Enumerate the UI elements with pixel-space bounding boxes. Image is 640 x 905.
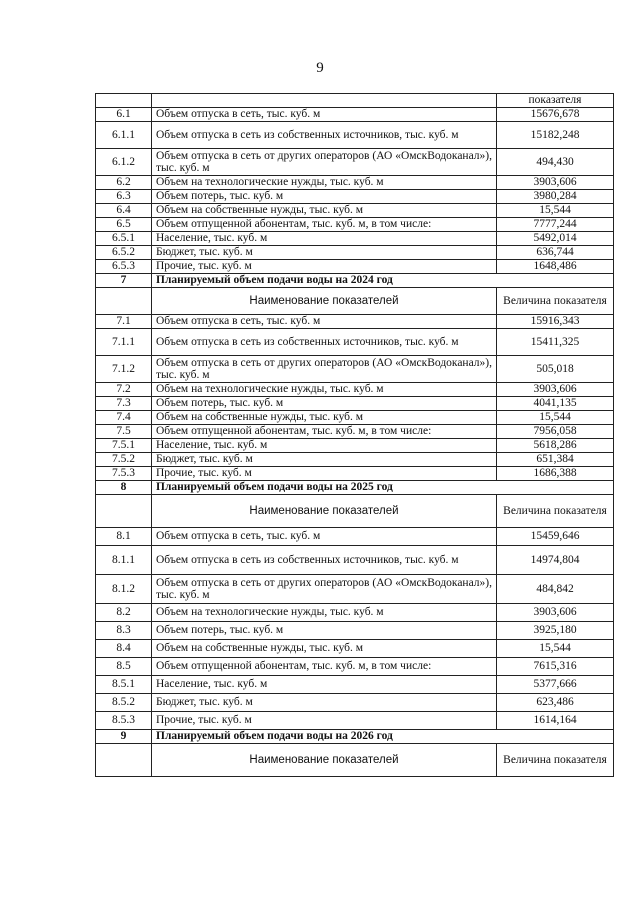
table-row — [96, 622, 614, 640]
indicator-name: Прочие, тыс. куб. м — [152, 712, 497, 730]
table-row — [96, 575, 614, 604]
indicator-value: 3980,284 — [497, 190, 614, 204]
row-number: 7.3 — [96, 397, 152, 411]
column-header-value: Величина показателя — [497, 288, 614, 315]
table-row — [96, 149, 614, 176]
table-row — [96, 176, 614, 190]
table-row — [96, 329, 614, 356]
indicators-table — [95, 93, 614, 777]
row-number: 6.1.2 — [96, 149, 152, 176]
indicator-value: 623,486 — [497, 694, 614, 712]
row-number: 6.5.2 — [96, 246, 152, 260]
row-number: 8 — [96, 481, 152, 495]
indicator-value: 3903,606 — [497, 176, 614, 190]
table-row — [96, 108, 614, 122]
indicator-value: 3903,606 — [497, 383, 614, 397]
table-row — [96, 315, 614, 329]
indicator-value: 1614,164 — [497, 712, 614, 730]
indicator-name: Объем отпуска в сеть от других операторов (АО «ОмскВодоканал»), тыс. куб. м — [152, 149, 497, 176]
row-number: 8.5.3 — [96, 712, 152, 730]
indicator-value: 651,384 — [497, 453, 614, 467]
row-number: 8.4 — [96, 640, 152, 658]
row-number: 7.5.2 — [96, 453, 152, 467]
indicator-value: 15182,248 — [497, 122, 614, 149]
indicator-value: 484,842 — [497, 575, 614, 604]
indicator-name: Население, тыс. куб. м — [152, 439, 497, 453]
row-number: 9 — [96, 730, 152, 744]
indicator-value: 7777,244 — [497, 218, 614, 232]
table-row — [96, 383, 614, 397]
indicator-name: Бюджет, тыс. куб. м — [152, 453, 497, 467]
row-number: 8.1 — [96, 528, 152, 546]
indicator-name: Объем потерь, тыс. куб. м — [152, 622, 497, 640]
table-row — [96, 467, 614, 481]
table-row — [96, 411, 614, 425]
indicator-name: Объем отпущенной абонентам, тыс. куб. м, в том числе: — [152, 218, 497, 232]
row-number: 7.5.3 — [96, 467, 152, 481]
column-header-value: Величина показателя — [497, 495, 614, 528]
indicator-value: 4041,135 — [497, 397, 614, 411]
table-row — [96, 218, 614, 232]
indicator-name: Население, тыс. куб. м — [152, 232, 497, 246]
row-number: 8.3 — [96, 622, 152, 640]
row-number — [96, 744, 152, 777]
table-row — [96, 204, 614, 218]
section-header-row — [96, 730, 614, 744]
indicator-name: Объем на собственные нужды, тыс. куб. м — [152, 204, 497, 218]
indicator-value: 1686,388 — [497, 467, 614, 481]
indicator-value: 15,544 — [497, 204, 614, 218]
indicator-name: Население, тыс. куб. м — [152, 676, 497, 694]
row-number: 8.2 — [96, 604, 152, 622]
table-body — [96, 94, 614, 777]
section-title: Планируемый объем подачи воды на 2026 год — [152, 730, 614, 744]
table-row — [96, 397, 614, 411]
row-number: 6.5 — [96, 218, 152, 232]
indicator-value: 3903,606 — [497, 604, 614, 622]
indicator-value: 5492,014 — [497, 232, 614, 246]
section-header-row — [96, 481, 614, 495]
indicator-value: 636,744 — [497, 246, 614, 260]
row-number: 6.3 — [96, 190, 152, 204]
indicator-name: Бюджет, тыс. куб. м — [152, 246, 497, 260]
table-row — [96, 694, 614, 712]
indicator-name: Объем отпуска в сеть из собственных источников, тыс. куб. м — [152, 122, 497, 149]
indicator-name: Объем отпуска в сеть из собственных источников, тыс. куб. м — [152, 329, 497, 356]
row-number: 7.5 — [96, 425, 152, 439]
row-number: 7.2 — [96, 383, 152, 397]
indicator-name: Объем отпуска в сеть от других операторов (АО «ОмскВодоканал»), тыс. куб. м — [152, 575, 497, 604]
table-row — [96, 232, 614, 246]
indicator-value: 494,430 — [497, 149, 614, 176]
indicator-value: 7956,058 — [497, 425, 614, 439]
indicator-name: Прочие, тыс. куб. м — [152, 260, 497, 274]
row-number: 7.1.2 — [96, 356, 152, 383]
table-row — [96, 190, 614, 204]
row-number — [96, 288, 152, 315]
row-number: 7 — [96, 274, 152, 288]
column-header-row — [96, 744, 614, 777]
indicator-name: Объем на технологические нужды, тыс. куб. м — [152, 383, 497, 397]
row-number: 8.5.1 — [96, 676, 152, 694]
row-number: 7.1.1 — [96, 329, 152, 356]
table-row — [96, 122, 614, 149]
table-row — [96, 453, 614, 467]
indicator-name: Объем на технологические нужды, тыс. куб. м — [152, 604, 497, 622]
table-row — [96, 260, 614, 274]
row-number: 6.5.1 — [96, 232, 152, 246]
indicator-value: 1648,486 — [497, 260, 614, 274]
table-row — [96, 712, 614, 730]
table-row — [96, 604, 614, 622]
row-number: 7.1 — [96, 315, 152, 329]
table-row — [96, 528, 614, 546]
row-number: 7.5.1 — [96, 439, 152, 453]
column-header-name: Наименование показателей — [152, 288, 497, 315]
indicator-name: Объем отпуска в сеть из собственных источников, тыс. куб. м — [152, 546, 497, 575]
indicator-name: Объем на технологические нужды, тыс. куб. м — [152, 176, 497, 190]
row-number: 6.5.3 — [96, 260, 152, 274]
indicator-value: 505,018 — [497, 356, 614, 383]
row-number — [96, 94, 152, 108]
table-row — [96, 546, 614, 575]
indicator-name: Объем на собственные нужды, тыс. куб. м — [152, 640, 497, 658]
indicator-value: 15676,678 — [497, 108, 614, 122]
column-header-name: Наименование показателей — [152, 744, 497, 777]
indicator-name: Объем отпуска в сеть, тыс. куб. м — [152, 108, 497, 122]
indicator-name: Объем потерь, тыс. куб. м — [152, 397, 497, 411]
section-title: Планируемый объем подачи воды на 2024 год — [152, 274, 614, 288]
table-row — [96, 425, 614, 439]
indicator-value: 15916,343 — [497, 315, 614, 329]
indicator-value: 15459,646 — [497, 528, 614, 546]
indicator-name: Объем отпущенной абонентам, тыс. куб. м, в том числе: — [152, 658, 497, 676]
row-number: 7.4 — [96, 411, 152, 425]
indicator-value: 5377,666 — [497, 676, 614, 694]
indicator-name: Объем отпуска в сеть, тыс. куб. м — [152, 315, 497, 329]
indicator-value: 7615,316 — [497, 658, 614, 676]
indicator-name: Прочие, тыс. куб. м — [152, 467, 497, 481]
table-row — [96, 439, 614, 453]
table-row — [96, 658, 614, 676]
column-header-name: Наименование показателей — [152, 495, 497, 528]
row-number: 6.1 — [96, 108, 152, 122]
column-header-row — [96, 495, 614, 528]
row-number — [96, 495, 152, 528]
table-row-continuation — [96, 94, 614, 108]
indicator-value: 15,544 — [497, 411, 614, 425]
column-header-value: показателя — [497, 94, 614, 108]
row-number: 8.1.2 — [96, 575, 152, 604]
column-header-value: Величина показателя — [497, 744, 614, 777]
indicator-value: 14974,804 — [497, 546, 614, 575]
indicator-name: Бюджет, тыс. куб. м — [152, 694, 497, 712]
page-number: 9 — [316, 60, 324, 76]
indicator-name: Объем отпуска в сеть, тыс. куб. м — [152, 528, 497, 546]
indicator-name — [152, 94, 497, 108]
indicator-name: Объем отпуска в сеть от других операторов (АО «ОмскВодоканал»), тыс. куб. м — [152, 356, 497, 383]
indicator-value: 3925,180 — [497, 622, 614, 640]
column-header-row — [96, 288, 614, 315]
row-number: 8.1.1 — [96, 546, 152, 575]
row-number: 8.5 — [96, 658, 152, 676]
table-row — [96, 246, 614, 260]
table-row — [96, 676, 614, 694]
indicator-name: Объем отпущенной абонентам, тыс. куб. м, в том числе: — [152, 425, 497, 439]
indicator-name: Объем на собственные нужды, тыс. куб. м — [152, 411, 497, 425]
table-row — [96, 640, 614, 658]
row-number: 6.2 — [96, 176, 152, 190]
row-number: 6.1.1 — [96, 122, 152, 149]
row-number: 8.5.2 — [96, 694, 152, 712]
table-row — [96, 356, 614, 383]
indicator-value: 15411,325 — [497, 329, 614, 356]
indicator-name: Объем потерь, тыс. куб. м — [152, 190, 497, 204]
row-number: 6.4 — [96, 204, 152, 218]
section-title: Планируемый объем подачи воды на 2025 год — [152, 481, 614, 495]
section-header-row — [96, 274, 614, 288]
indicator-value: 5618,286 — [497, 439, 614, 453]
indicator-value: 15,544 — [497, 640, 614, 658]
